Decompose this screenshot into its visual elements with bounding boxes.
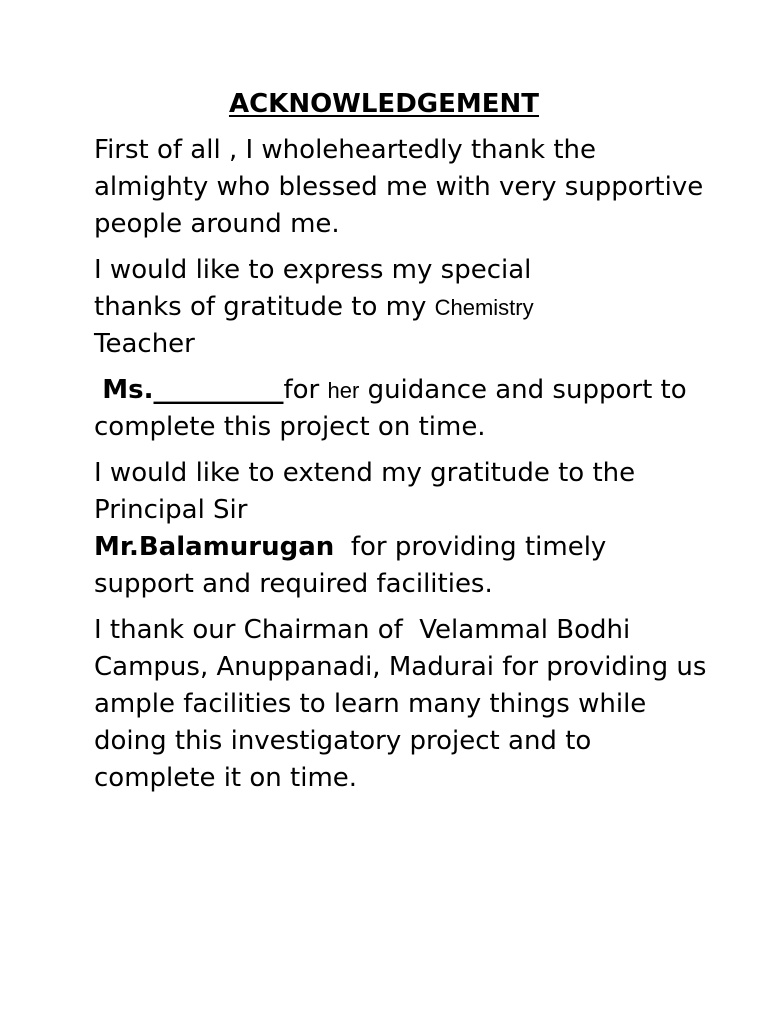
paragraph-thanks-almighty: First of all , I wholeheartedly thank the almighty who blessed me with very supportive people around me. [94, 135, 704, 239]
teacher-name-blank: Ms.__________ [102, 375, 284, 405]
teacher-text-b: guidance and support to complete this project on time. [94, 375, 687, 442]
teacher-line-1: I would like to express my special [94, 255, 532, 285]
teacher-line-2: thanks of gratitude to my [94, 292, 435, 322]
teacher-text-a: for [283, 375, 328, 405]
teacher-line-3: Teacher [94, 329, 195, 359]
paragraph-thanks-teacher [94, 252, 714, 363]
document-body [94, 132, 714, 806]
paragraph-thanks-principal [94, 455, 714, 603]
principal-line-1: I would like to extend my gratitude to the Principal Sir [94, 458, 636, 525]
principal-text: for providing timely support and required facilities. [94, 532, 615, 599]
pronoun-her: her [327, 378, 360, 403]
paragraph-thanks-chairman: I thank our Chairman of Velammal Bodhi Campus, Anuppanadi, Madurai for providing us ample facilities to learn many things while doing this investigatory project and to complete it on time. [94, 615, 715, 793]
principal-name: Mr.Balamurugan [94, 532, 335, 562]
subject-name: Chemistry [434, 295, 534, 320]
page-title: ACKNOWLEDGEMENT [228, 89, 540, 119]
paragraph-teacher-name [94, 372, 714, 446]
